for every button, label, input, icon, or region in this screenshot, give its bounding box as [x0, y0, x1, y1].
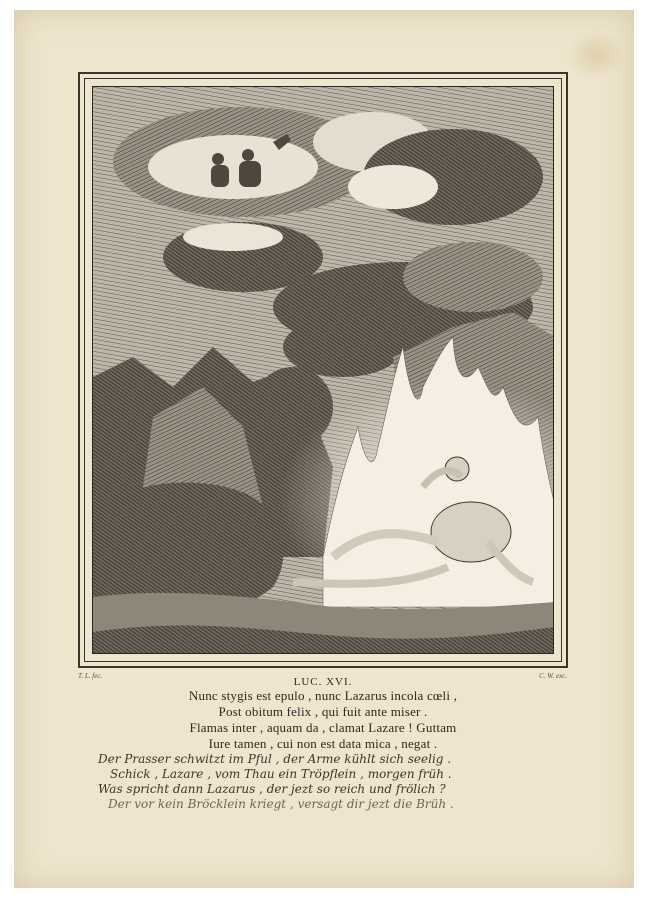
latin-verse-line: Nunc stygis est epulo , nunc Lazarus incola cœli ,	[188, 688, 458, 703]
engraver-credit: T. L. fec.	[78, 672, 103, 680]
german-verse-line: Schick , Lazare , vom Thau ein Tröpflein , morgen früh .	[110, 767, 452, 781]
engraving-image	[92, 86, 554, 654]
german-verse-line: Was spricht dann Lazarus , der jezt so reich und frölich ?	[98, 782, 446, 796]
latin-verse-line: Post obitum felix , qui fuit ante miser .	[218, 704, 428, 719]
german-verse-line: Der Prasser schwitzt im Pful , der Arme kühlt sich seelig .	[98, 752, 452, 766]
publisher-credit: C. W. exc.	[539, 672, 567, 680]
german-verse-line: Der vor kein Bröcklein kriegt , versagt dir jezt die Brüh .	[108, 797, 454, 811]
latin-verse-line: Flamas inter , aquam da , clamat Lazare ! Guttam	[189, 720, 457, 735]
caption-title: LUC. XVI.	[293, 676, 353, 688]
latin-verse-line: Iure tamen , cui non est data mica , negat .	[208, 736, 438, 751]
